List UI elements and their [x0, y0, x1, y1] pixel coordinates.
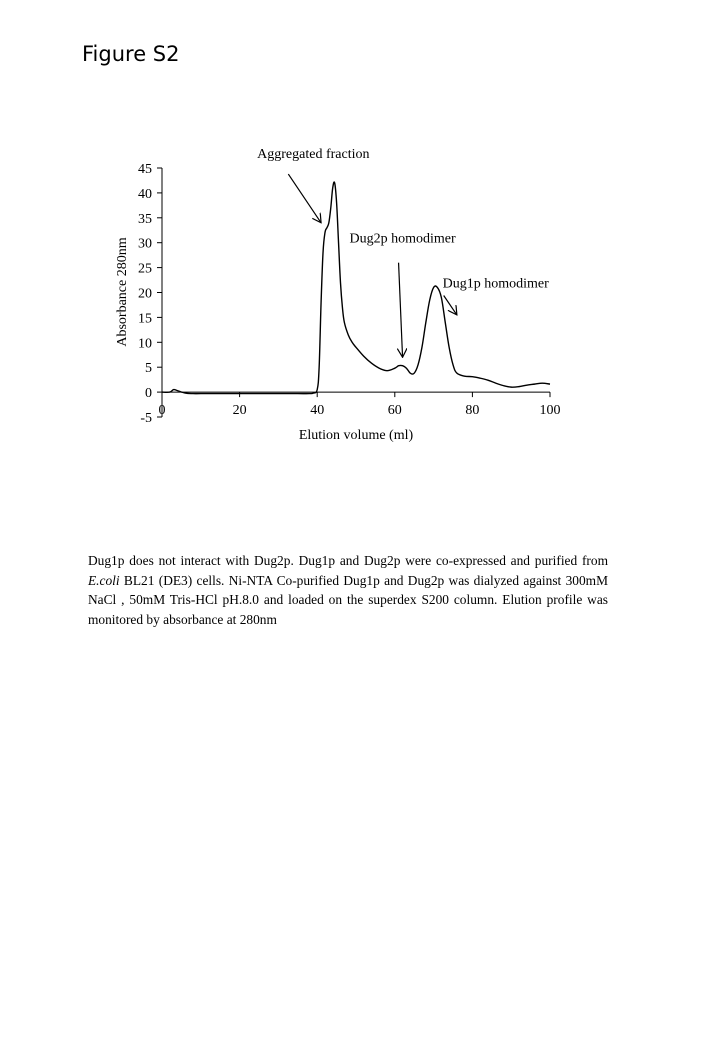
x-tick-label: 60	[387, 403, 402, 419]
x-tick-label: 0	[158, 403, 166, 419]
annotation-dug2p-homodimer-arrow	[399, 263, 403, 358]
y-tick-label: 15	[138, 311, 152, 327]
y-tick-label: 25	[138, 261, 152, 277]
y-axis-label: Absorbance 280nm	[115, 237, 130, 347]
y-tick-label: 5	[145, 361, 152, 377]
x-axis-label: Elution volume (ml)	[298, 428, 414, 443]
annotation-dug1p-homodimer-label: Dug1p homodimer	[442, 276, 549, 292]
elution-chart	[0, 0, 720, 470]
y-tick-label: 35	[138, 211, 152, 227]
caption-organism: E.coli	[88, 572, 120, 588]
caption-text-1: Dug1p does not interact with Dug2p. Dug1p and Dug2p were co-expressed and purified from	[88, 553, 608, 568]
y-tick-label: 10	[138, 336, 152, 352]
x-tick-label: 20	[232, 403, 247, 419]
y-tick-label: 20	[138, 286, 152, 302]
y-tick-label: 30	[138, 236, 152, 252]
x-tick-label: 40	[310, 403, 325, 419]
y-tick-label: 0	[145, 386, 152, 402]
annotation-aggregated-fraction-label: Aggregated fraction	[257, 147, 370, 163]
annotation-aggregated-fraction-arrow	[288, 174, 321, 223]
figure-title: Figure S2	[82, 42, 180, 66]
y-tick-label: -5	[140, 411, 152, 426]
x-tick-label: 80	[465, 403, 480, 419]
annotation-dug1p-homodimer-arrow	[444, 296, 457, 315]
caption-text-2: BL21 (DE3) cells. Ni-NTA Co-purified Dug1p and Dug2p was dialyzed against 300mM NaCl , 50mM Tris-HCl pH.8.0 and loaded on the superdex S200 column. Elution profile was monitored by absorbance at 280nm	[88, 572, 608, 627]
x-tick-label: 100	[539, 403, 561, 419]
y-tick-label: 40	[138, 186, 152, 202]
figure-caption	[88, 551, 608, 629]
annotation-dug2p-homodimer-label: Dug2p homodimer	[349, 231, 456, 247]
y-tick-label: 45	[138, 162, 152, 177]
